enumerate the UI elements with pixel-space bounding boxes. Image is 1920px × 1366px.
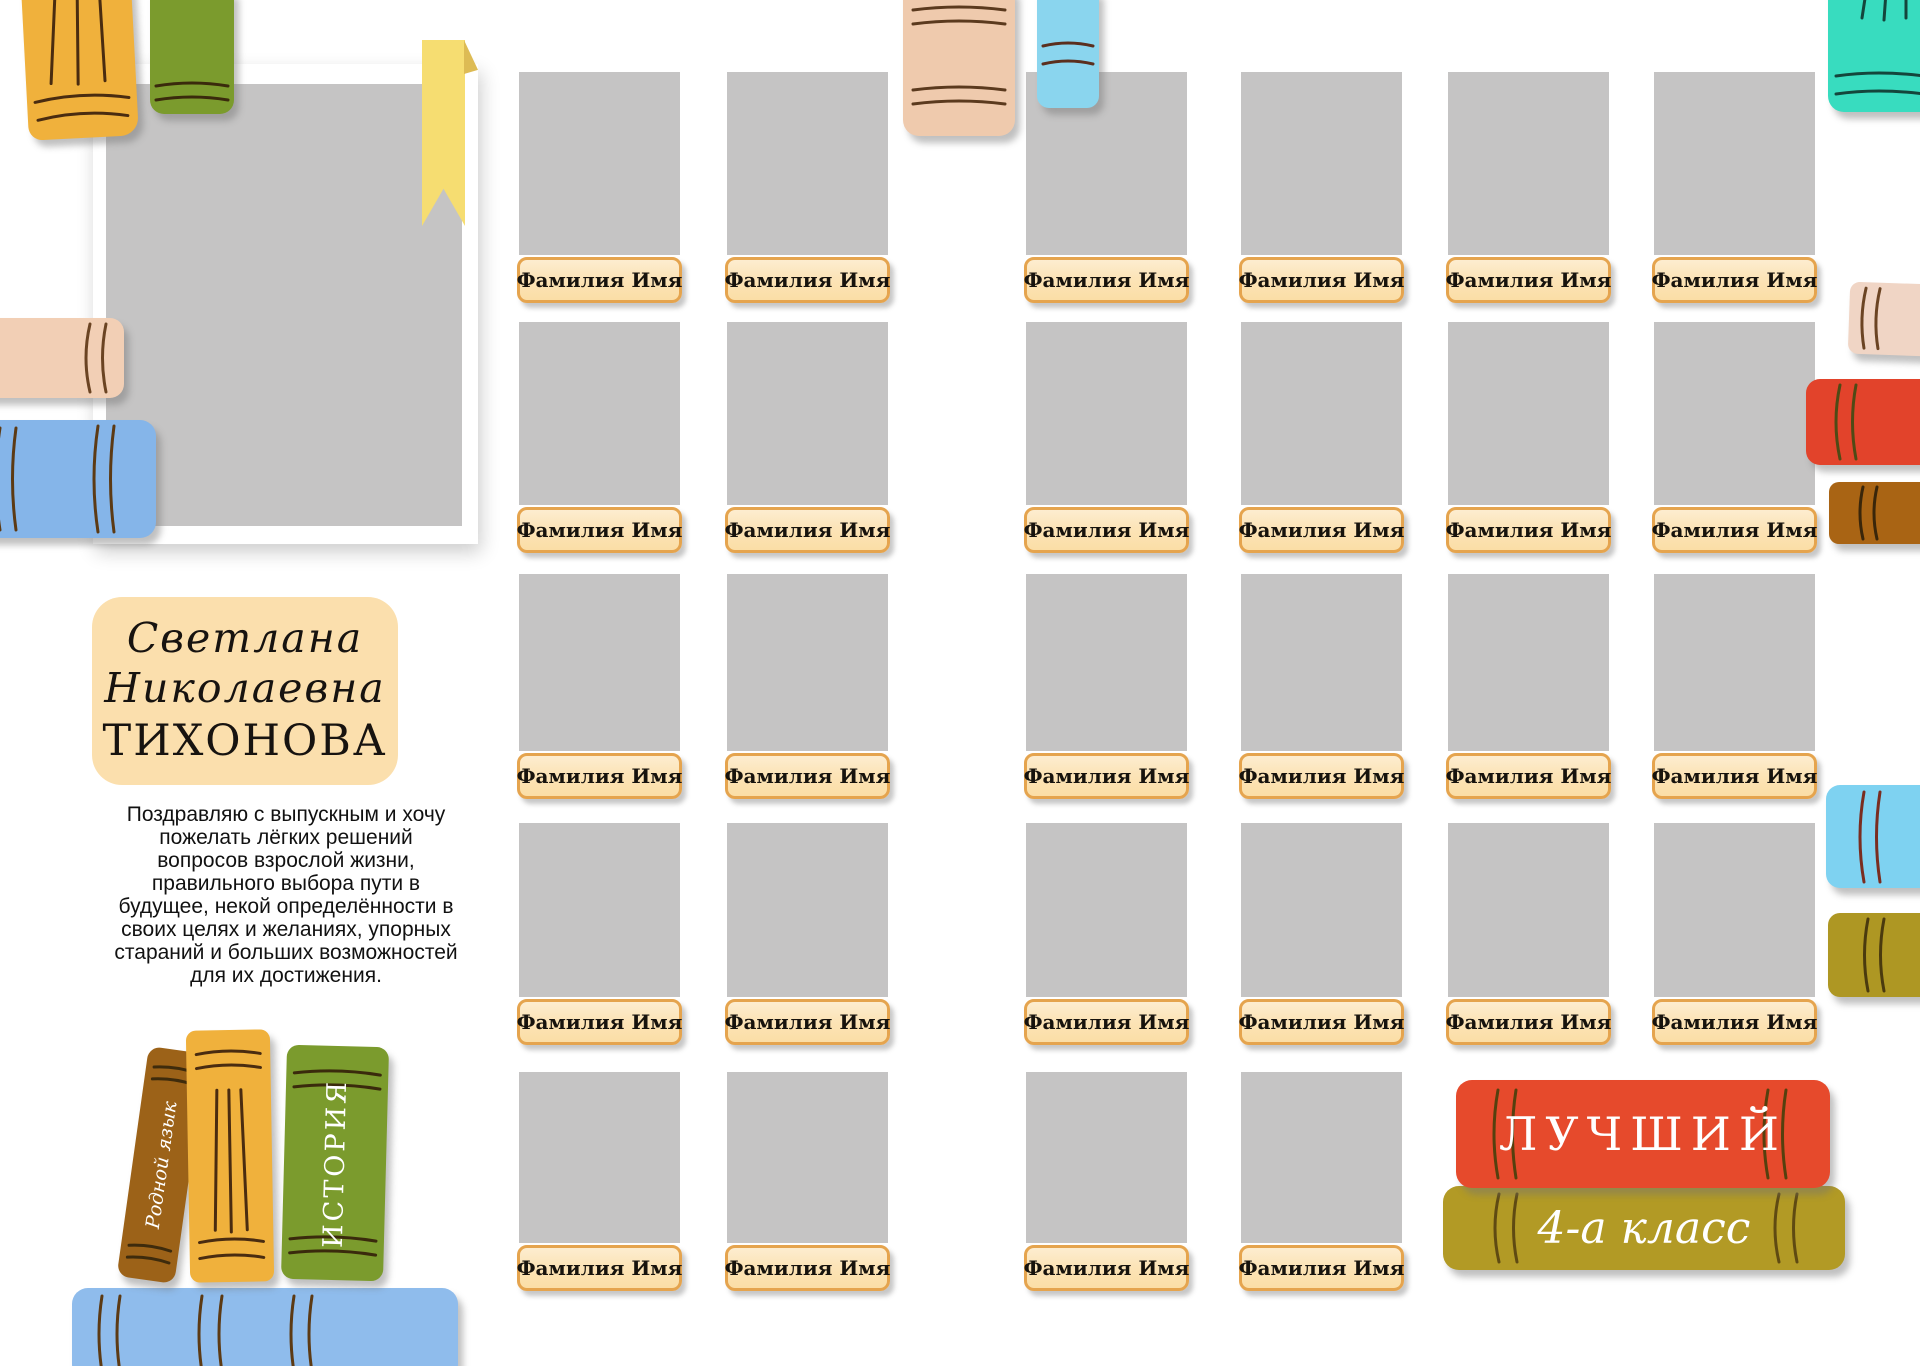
teacher-surname: ТИХОНОВА (102, 716, 388, 766)
book-spine-lines (1826, 785, 1920, 888)
photo-placeholder[interactable] (1241, 574, 1402, 751)
book-blue-top-center-icon (1037, 0, 1099, 108)
photo-placeholder[interactable] (727, 1072, 888, 1243)
student-name-plate[interactable]: Фамилия Имя (1652, 753, 1817, 799)
photo-placeholder[interactable] (727, 574, 888, 751)
student-name-plate[interactable]: Фамилия Имя (1239, 753, 1404, 799)
book-spine-lines (21, 0, 139, 141)
student-name-plate[interactable]: Фамилия Имя (1446, 999, 1611, 1045)
student-name-plate[interactable]: Фамилия Имя (1652, 257, 1817, 303)
message-line: пожелать лёгких решений (159, 826, 413, 849)
message-line: будущее, некой определённости в (118, 895, 454, 918)
book-lightblue-right-icon (1826, 785, 1920, 888)
teacher-name-box (92, 597, 398, 785)
student-name-plate[interactable]: Фамилия Имя (725, 257, 890, 303)
photo-placeholder[interactable] (727, 322, 888, 505)
student-name-plate[interactable]: Фамилия Имя (1239, 1245, 1404, 1291)
message-line: стараний и больших возможностей (114, 941, 458, 964)
class-book-title: 4-а класс (1537, 1202, 1751, 1254)
student-name-plate[interactable]: Фамилия Имя (725, 1245, 890, 1291)
teacher-patronymic: Николаевна (104, 664, 386, 712)
photo-placeholder[interactable] (1026, 574, 1187, 751)
book-green-top-left-icon (150, 0, 234, 114)
book-class-icon (1443, 1186, 1845, 1270)
photo-placeholder[interactable] (1448, 322, 1609, 505)
student-name-plate[interactable]: Фамилия Имя (1024, 999, 1189, 1045)
photo-placeholder[interactable] (1448, 823, 1609, 997)
congratulation-message (106, 803, 466, 987)
book-spine-lines (150, 0, 234, 114)
message-line: своих целях и желаниях, упорных (121, 918, 451, 941)
student-name-plate[interactable]: Фамилия Имя (1446, 257, 1611, 303)
teacher-photo-placeholder[interactable] (106, 84, 462, 526)
book-spine-lines (1828, 913, 1920, 997)
student-name-plate[interactable]: Фамилия Имя (1652, 999, 1817, 1045)
student-name-plate[interactable]: Фамилия Имя (517, 999, 682, 1045)
photo-placeholder[interactable] (1241, 1072, 1402, 1243)
photo-placeholder[interactable] (727, 823, 888, 997)
student-name-plate[interactable]: Фамилия Имя (725, 753, 890, 799)
photo-placeholder[interactable] (1026, 322, 1187, 505)
book-beige-right-icon (1848, 282, 1920, 357)
message-line: для их достижения. (190, 964, 382, 987)
photo-placeholder[interactable] (1654, 72, 1815, 255)
book-brown-right-icon (1829, 482, 1920, 544)
student-name-plate[interactable]: Фамилия Имя (1239, 257, 1404, 303)
photo-placeholder[interactable] (1241, 823, 1402, 997)
book-spine-lines (1806, 379, 1920, 465)
student-name-plate[interactable]: Фамилия Имя (1024, 753, 1189, 799)
book-history-icon (281, 1045, 389, 1282)
best-book-title: ЛУЧШИЙ (1499, 1107, 1787, 1161)
student-name-plate[interactable]: Фамилия Имя (1652, 507, 1817, 553)
student-name-plate[interactable]: Фамилия Имя (517, 1245, 682, 1291)
student-name-plate[interactable]: Фамилия Имя (1239, 507, 1404, 553)
student-name-plate[interactable]: Фамилия Имя (1024, 507, 1189, 553)
photo-placeholder[interactable] (1654, 823, 1815, 997)
book-blue-shelf-icon (72, 1288, 458, 1366)
photo-placeholder[interactable] (1448, 72, 1609, 255)
photo-placeholder[interactable] (1026, 823, 1187, 997)
book-spine-lines (903, 0, 1015, 136)
native-language-book-title: Родной язык (141, 1099, 182, 1231)
photo-placeholder[interactable] (1241, 72, 1402, 255)
student-name-plate[interactable]: Фамилия Имя (517, 507, 682, 553)
book-spine-lines (1037, 0, 1099, 108)
book-spine-lines (1828, 0, 1920, 112)
photo-placeholder[interactable] (519, 322, 680, 505)
student-name-plate[interactable]: Фамилия Имя (1446, 507, 1611, 553)
student-name-plate[interactable]: Фамилия Имя (725, 999, 890, 1045)
book-blue-left-icon (0, 420, 156, 538)
photo-placeholder[interactable] (1654, 322, 1815, 505)
book-pink-top-center-icon (903, 0, 1015, 136)
book-pink-left-icon (0, 318, 124, 398)
photo-placeholder[interactable] (1448, 574, 1609, 751)
history-book-title: ИСТОРИЯ (317, 1078, 353, 1248)
photo-placeholder[interactable] (1654, 574, 1815, 751)
photo-placeholder[interactable] (727, 72, 888, 255)
photo-placeholder[interactable] (519, 823, 680, 997)
book-spine-lines (186, 1029, 274, 1282)
book-best-icon (1456, 1080, 1830, 1188)
book-spine-lines (0, 318, 124, 398)
student-name-plate[interactable]: Фамилия Имя (1024, 1245, 1189, 1291)
message-line: вопросов взрослой жизни, (157, 849, 415, 872)
book-teal-top-right-icon (1828, 0, 1920, 112)
book-spine-lines (1829, 482, 1920, 544)
book-spine-lines (1848, 282, 1920, 357)
photo-placeholder[interactable] (519, 574, 680, 751)
student-name-plate[interactable]: Фамилия Имя (1446, 753, 1611, 799)
student-name-plate[interactable]: Фамилия Имя (725, 507, 890, 553)
book-yellow-top-left-icon (21, 0, 139, 141)
photo-placeholder[interactable] (1241, 322, 1402, 505)
book-red-right-icon (1806, 379, 1920, 465)
message-line: Поздравляю с выпускным и хочу (126, 803, 446, 826)
book-spine-lines (0, 420, 156, 538)
photo-placeholder[interactable] (1026, 1072, 1187, 1243)
bookmark-ribbon-fold (464, 40, 478, 74)
teacher-first-name: Светлана (126, 614, 364, 662)
student-name-plate[interactable]: Фамилия Имя (1024, 257, 1189, 303)
photo-placeholder[interactable] (519, 1072, 680, 1243)
message-line: правильного выбора пути в (151, 872, 421, 895)
book-spine-lines (72, 1288, 458, 1366)
student-name-plate[interactable]: Фамилия Имя (1239, 999, 1404, 1045)
photo-placeholder[interactable] (519, 72, 680, 255)
book-yellow-bottom-left-icon (186, 1029, 274, 1282)
book-olive-right-icon (1828, 913, 1920, 997)
student-name-plate[interactable]: Фамилия Имя (517, 257, 682, 303)
student-name-plate[interactable]: Фамилия Имя (517, 753, 682, 799)
